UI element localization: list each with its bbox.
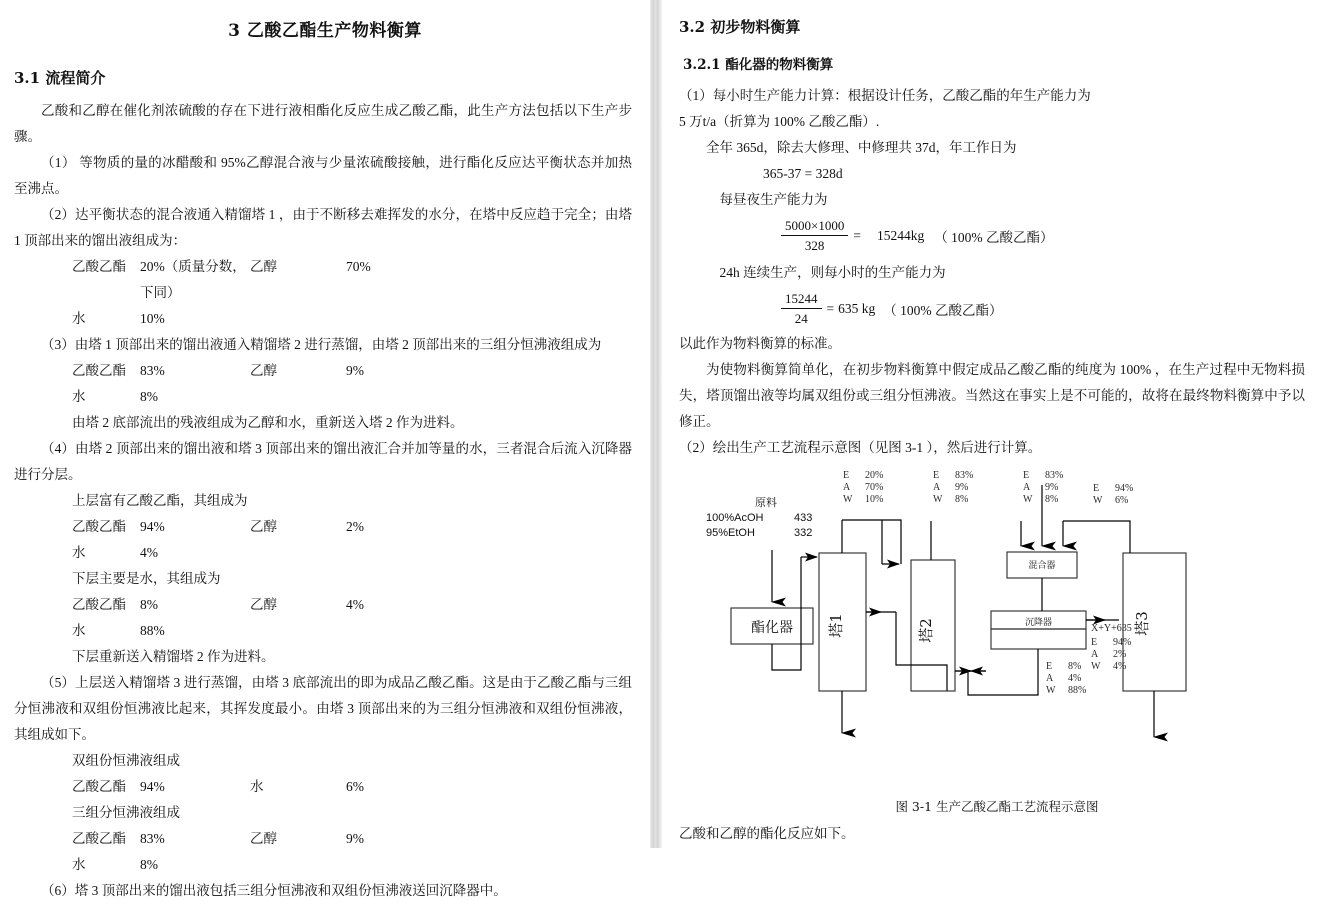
paragraph-step-5: （5）上层送入精馏塔 3 进行蒸馏，由塔 3 底部流出的即为成品乙酸乙酯。这是由于乙酸乙酯与三组分恒沸液和双组份恒沸液比起来，其挥发度最小。由塔 3 顶部出来的为三组分恒沸液和双组份恒沸液，其组成如下。 (14, 675, 632, 742)
fraction-numerator: 5000×1000 (781, 217, 848, 236)
component-value: 8% (140, 597, 158, 612)
stream-label-settler-upper-header: X+Y+635 (1091, 623, 1132, 634)
component-value: 8% (140, 857, 158, 872)
document-title: 3 乙酸乙酯生产物料衡算 (228, 21, 422, 41)
composition-row (14, 358, 632, 384)
stream-key: A (1046, 673, 1054, 684)
unit-label-mixer: 混合器 (1028, 561, 1056, 571)
feed-stream-acoh-value: 433 (794, 512, 813, 524)
equals-sign: = (826, 300, 835, 316)
stream-key: A (1023, 482, 1031, 493)
equation-workdays: 365-37 = 328d (763, 166, 843, 181)
composition-row (14, 826, 632, 852)
component-value: 20%（质量分数，下同） (140, 259, 246, 300)
composition-row (14, 618, 632, 644)
stream-value: 6% (1115, 495, 1129, 506)
component-value-2: 9% (346, 831, 364, 846)
component-name-2: 乙醇 (250, 597, 277, 612)
stream-key: W (1023, 494, 1033, 505)
stream-value: 4% (1113, 661, 1127, 672)
unit-label-esterifier: 酯化器 (751, 620, 793, 636)
unit-label-column3: 塔3 (1132, 611, 1151, 636)
feed-stream-etoh-name: 95%EtOH (706, 527, 755, 539)
page-left (0, 0, 650, 898)
feed-stream-acoh-name: 100%AcOH (706, 512, 764, 524)
stream-key: A (843, 482, 851, 493)
paragraph-capacity-1: （1）每小时生产能力计算：根据设计任务，乙酸乙酯的年生产能力为 (679, 88, 1091, 103)
hourly-result-note: （ 100% 乙酸乙酯） (883, 302, 1003, 318)
component-value: 83% (140, 831, 165, 846)
daily-result: 15244kg (876, 227, 925, 243)
component-value: 10% (140, 311, 165, 326)
component-value-2: 9% (346, 363, 364, 378)
composition-row (14, 774, 632, 800)
fraction-numerator: 15244 (781, 290, 822, 309)
stream-label-settler-lower (1046, 661, 1086, 697)
component-value-2: 2% (346, 519, 364, 534)
page-right (663, 0, 1331, 848)
paragraph-step-6: （6）塔 3 顶部出来的馏出液包括三组分恒沸液和双组份恒沸液送回沉降器中。 (41, 883, 507, 898)
component-name: 乙酸乙酯 (72, 779, 126, 794)
paragraph-step-1: （1） 等物质的量的冰醋酸和 95%乙醇混合液与少量浓硫酸接触，进行酯化反应达平衡状态并加热至沸点。 (14, 155, 632, 196)
composition-row (14, 306, 632, 332)
paragraph-daily-capacity: 每昼夜生产能力为 (719, 192, 828, 207)
paragraph-hourly-capacity: 24h 连续生产，则每小时的生产能力为 (719, 265, 946, 280)
equation-daily (778, 217, 1331, 254)
stream-key: E (1093, 483, 1100, 494)
stream-label-col1-top (843, 470, 883, 506)
paragraph-step-3: （3）由塔 1 顶部出来的馏出液通入精馏塔 2 进行蒸馏，由塔 2 顶部出来的三组分恒沸液组成为 (41, 337, 602, 352)
stream-value: 83% (1045, 470, 1064, 481)
component-value-2: 6% (346, 779, 364, 794)
stream-key: E (843, 470, 850, 481)
stream-label-settler-upper (1091, 637, 1131, 673)
stream-key: E (933, 470, 940, 481)
component-name: 乙酸乙酯 (72, 831, 126, 846)
upper-layer-label: 上层富有乙酸乙酯，其组成为 (72, 493, 248, 508)
component-name-2: 乙醇 (250, 259, 277, 274)
heading-3-2-1: 3.2.1 酯化器的物料衡算 (683, 57, 834, 73)
stream-key: E (1046, 661, 1053, 672)
stream-value: 8% (955, 494, 969, 505)
paragraph-standard: 以此作为物料衡算的标准。 (679, 336, 841, 351)
paragraph-intro: 乙酸和乙醇在催化剂浓硫酸的存在下进行液相酯化反应生成乙酸乙酯，此生产方法包括以下生产步骤。 (14, 103, 632, 144)
stream-value: 94% (1115, 483, 1134, 494)
composition-row (14, 592, 632, 618)
page-divider (648, 0, 663, 848)
stream-label-col2-top (933, 470, 973, 506)
binary-azeotrope-label: 双组份恒沸液组成 (72, 753, 180, 768)
hourly-result: 635 kg (838, 300, 876, 316)
stream-value: 83% (955, 470, 974, 481)
feed-stream-etoh-value: 332 (794, 527, 813, 539)
paragraph-workdays: 全年 365d，除去大修理、中修理共 37d，年工作日为 (706, 140, 1017, 155)
composition-row (14, 384, 632, 410)
fraction-daily (781, 217, 848, 254)
component-name: 水 (72, 389, 86, 404)
fraction-denominator: 328 (804, 238, 825, 253)
component-name: 乙酸乙酯 (72, 597, 126, 612)
stream-value: 10% (865, 494, 884, 505)
component-value-2: 4% (346, 597, 364, 612)
unit-label-column2: 塔2 (916, 618, 935, 643)
figure-caption: 图 3-1 生产乙酸乙酯工艺流程示意图 (895, 799, 1099, 814)
component-value-2: 70% (346, 259, 371, 274)
component-name-2: 乙醇 (250, 831, 277, 846)
component-name: 水 (72, 545, 86, 560)
stream-value: 4% (1068, 673, 1082, 684)
paragraph-reaction-intro: 乙酸和乙醇的酯化反应如下。 (679, 826, 855, 841)
component-value: 88% (140, 623, 165, 638)
component-value: 94% (140, 519, 165, 534)
stream-label-col3-top (1093, 483, 1133, 507)
fraction-hourly (781, 290, 822, 327)
heading-3-1: 3.1 流程简介 (14, 69, 106, 87)
component-name: 乙酸乙酯 (72, 519, 126, 534)
stream-key: A (1091, 649, 1099, 660)
stream-key: W (1046, 685, 1056, 696)
stream-value: 2% (1113, 649, 1127, 660)
component-value: 4% (140, 545, 158, 560)
stream-key: W (843, 494, 853, 505)
paragraph-assumptions: 为使物料衡算简单化，在初步物料衡算中假定成品乙酸乙酯的纯度为 100% ，在生产过程中无物料损失，塔顶馏出液等均属双组份或三组分恒沸液。当然这在事实上是不可能的，故将在最终物料衡算中予以修正。 (679, 362, 1305, 429)
paragraph-flowsheet: （2）绘出生产工艺流程示意图（见图 3-1 ），然后进行计算。 (679, 440, 1042, 455)
component-value: 83% (140, 363, 165, 378)
feed-title: 原料 (755, 496, 777, 509)
paragraph-step-4: （4）由塔 2 顶部出来的馏出液和塔 3 顶部出来的馏出液汇合并加等量的水，三者混合后流入沉降器进行分层。 (14, 441, 632, 482)
component-name: 水 (72, 857, 86, 872)
fraction-denominator: 24 (794, 311, 808, 326)
stream-value: 8% (1045, 494, 1059, 505)
stream-key: W (933, 494, 943, 505)
component-name: 乙酸乙酯 (72, 259, 126, 274)
composition-row (14, 852, 632, 878)
stream-key: E (1023, 470, 1030, 481)
unit-label-column1: 塔1 (826, 613, 845, 638)
paragraph-step-3-note: 由塔 2 底部流出的残液组成为乙醇和水，重新送入塔 2 作为进料。 (72, 415, 464, 430)
stream-key: W (1093, 495, 1103, 506)
component-name-2: 水 (250, 779, 264, 794)
component-name-2: 乙醇 (250, 363, 277, 378)
stream-key: W (1091, 661, 1101, 672)
component-name: 水 (72, 623, 86, 638)
daily-result-note: （ 100% 乙酸乙酯） (934, 229, 1054, 245)
equation-hourly (778, 290, 1331, 327)
stream-key: E (1091, 637, 1098, 648)
component-value: 8% (140, 389, 158, 404)
paragraph-step-4-note: 下层重新送入精馏塔 2 作为进料。 (72, 649, 275, 664)
ternary-azeotrope-label: 三组分恒沸液组成 (72, 805, 180, 820)
composition-row (14, 254, 632, 306)
paragraph-capacity-2: 5 万t/a（折算为 100% 乙酸乙酯）. (679, 114, 880, 129)
component-value: 94% (140, 779, 165, 794)
paragraph-step-2: （2）达平衡状态的混合液通入精馏塔 1 ，由于不断移去难挥发的水分，在塔中反应趋于完全；由塔 1 顶部出来的馏出液组成为： (14, 207, 632, 248)
heading-3-2: 3.2 初步物料衡算 (679, 18, 801, 36)
process-flow-diagram (663, 465, 1331, 795)
composition-row (14, 540, 632, 566)
stream-key: A (933, 482, 941, 493)
stream-label-mixer-in (1023, 470, 1063, 506)
component-name-2: 乙醇 (250, 519, 277, 534)
lower-layer-label: 下层主要是水，其组成为 (72, 571, 221, 586)
composition-row (14, 514, 632, 540)
stream-value: 70% (865, 482, 884, 493)
stream-value: 94% (1113, 637, 1132, 648)
stream-value: 20% (865, 470, 884, 481)
stream-value: 9% (955, 482, 969, 493)
component-name: 水 (72, 311, 86, 326)
stream-value: 9% (1045, 482, 1059, 493)
stream-value: 8% (1068, 661, 1082, 672)
equals-sign: = (853, 227, 861, 243)
unit-label-settler: 沉降器 (1024, 618, 1052, 628)
stream-value: 88% (1068, 685, 1087, 696)
component-name: 乙酸乙酯 (72, 363, 126, 378)
